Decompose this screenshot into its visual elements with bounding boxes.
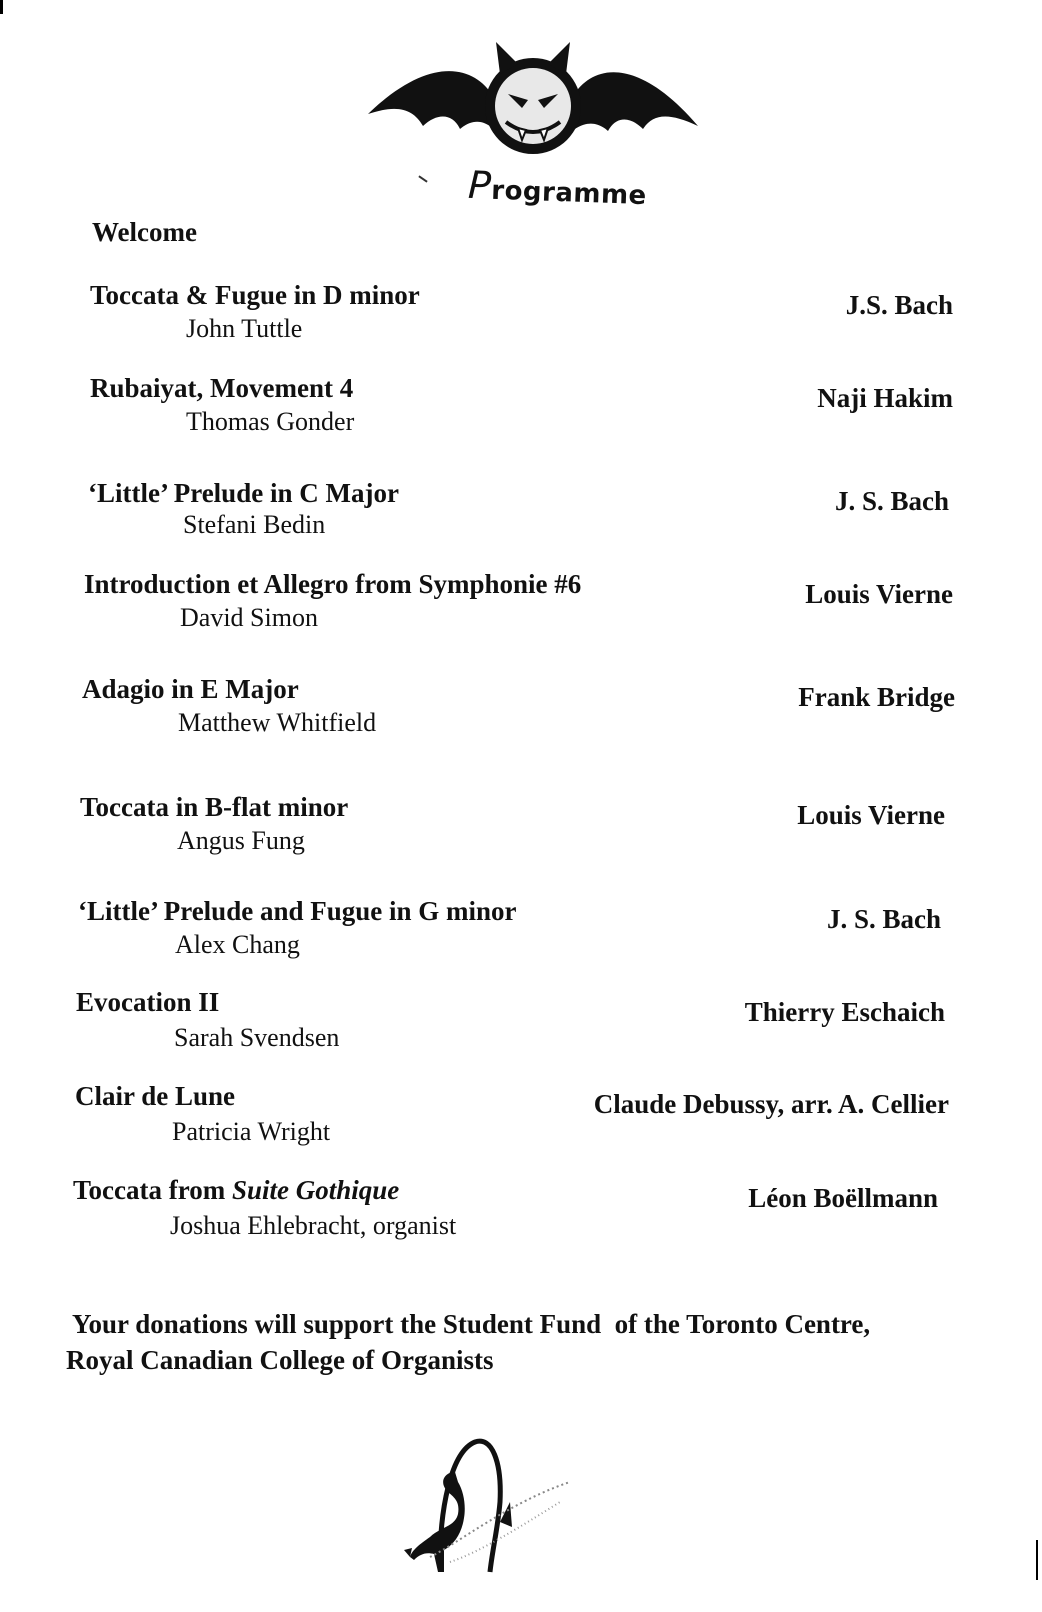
stray-mark [418,175,427,182]
cat-moon-icon [400,1432,580,1582]
bat-icon [368,34,698,164]
piece-title: Toccata in B-flat minor [80,792,349,822]
composer-name: J. S. Bach [826,904,941,934]
performer-name: Stefani Bedin [183,510,326,539]
scan-edge-mark [0,0,3,14]
performer-name: David Simon [180,603,318,632]
piece-title: Adagio in E Major [82,674,299,704]
page-title [467,163,647,213]
composer-name: Frank Bridge [798,682,955,712]
performer-name: Angus Fung [177,826,305,855]
performer-name: Joshua Ehlebracht, organist [170,1211,457,1240]
composer-name: Louis Vierne [797,800,945,830]
piece-title: Rubaiyat, Movement 4 [90,373,354,403]
performer-name: Sarah Svendsen [174,1023,340,1052]
piece-title: ‘Little’ Prelude in C Major [88,478,399,508]
programme-item [0,280,1042,360]
programme-item [0,478,1042,558]
piece-title: Evocation II [76,987,220,1017]
composer-name: J.S. Bach [845,290,953,320]
composer-name: Naji Hakim [817,383,953,413]
title-rest: rogramme [490,175,648,212]
composer-name: J. S. Bach [834,486,949,516]
performer-name: John Tuttle [186,314,303,343]
performer-name: Alex Chang [175,930,300,959]
piece-title [73,1175,399,1206]
programme-item [0,792,1042,872]
donation-note [66,1306,992,1378]
scan-edge-mark [1036,1540,1038,1580]
performer-name: Matthew Whitfield [178,708,377,737]
welcome-heading: Welcome [92,217,197,247]
piece-title: Toccata & Fugue in D minor [90,280,420,310]
performer-name: Patricia Wright [172,1117,331,1146]
programme-item [0,569,1042,649]
programme-item [0,987,1042,1067]
composer-name: Thierry Eschaich [744,997,945,1027]
programme-item [0,1175,1042,1255]
composer-name: Louis Vierne [805,579,953,609]
programme-item [0,674,1042,754]
title-initial: P [467,162,493,208]
programme-item [0,373,1042,453]
piece-title: Introduction et Allegro from Symphonie #6 [84,569,582,599]
piece-title-prefix: Toccata from [73,1175,232,1205]
composer-name: Léon Boëllmann [748,1183,938,1213]
piece-title: Clair de Lune [75,1081,236,1111]
donation-note-line1: Your donations will support the Student Fund of the Toronto Centre, [72,1309,871,1339]
piece-title-italic: Suite Gothique [231,1175,400,1205]
composer-name: Claude Debussy, arr. A. Cellier [593,1089,949,1119]
piece-title: ‘Little’ Prelude and Fugue in G minor [78,896,517,926]
performer-name: Thomas Gonder [186,407,355,436]
programme-item [0,896,1042,976]
programme-item [0,1081,1042,1161]
donation-note-line2: Royal Canadian College of Organists [66,1345,494,1375]
